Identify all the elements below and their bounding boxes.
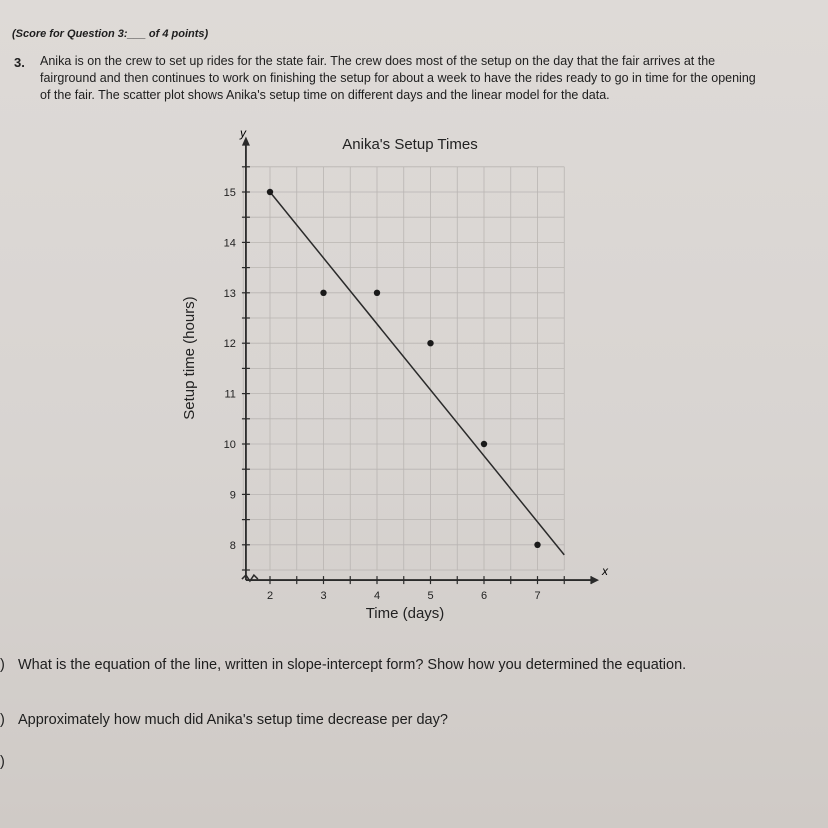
question-text: Anika is on the crew to set up rides for the state fair. The crew does most of the setup on the day that the fair arrives at the fairground and then continues to work on finishing the setup for about a week to have the rides ready to go in time for the opening of the fair. The scatter plot shows Anika's setup time on different days and the linear model for the data. <box>40 54 756 102</box>
subquestion-a <box>0 655 760 675</box>
linear-model <box>270 192 564 555</box>
subquestion-b-text: Approximately how much did Anika's setup time decrease per day? <box>18 712 448 728</box>
data-point <box>320 290 326 296</box>
x-tick-label: 7 <box>534 590 541 603</box>
score-label: (Score for Question 3:___ of 4 points) <box>12 28 209 40</box>
subquestion-a-text: What is the equation of the line, written in slope-intercept form? Show how you determined the equation. <box>18 657 687 673</box>
y-tick-label: 12 <box>223 338 236 351</box>
data-point <box>427 340 433 346</box>
y-tick-label: 10 <box>223 439 236 451</box>
data-point <box>534 542 540 548</box>
axes <box>242 137 599 585</box>
subquestion-a-marker: ) <box>0 657 5 673</box>
subquestion-c-marker: ) <box>0 754 5 770</box>
subquestion-b <box>0 710 760 730</box>
x-tick-label: 2 <box>266 590 274 603</box>
y-axis-title: Setup time (hours) <box>181 296 198 420</box>
y-tick-label: 14 <box>223 237 236 250</box>
subquestion-c <box>0 752 718 772</box>
x-axis-arrow <box>591 576 599 584</box>
trend-line <box>270 192 564 555</box>
x-tick-label: 3 <box>320 590 327 603</box>
subquestion-b-marker: ) <box>0 712 5 728</box>
y-tick-label: 9 <box>229 489 236 502</box>
data-point <box>267 189 273 195</box>
tick-labels <box>224 187 541 602</box>
x-tick-label: 6 <box>480 590 488 603</box>
data-point <box>374 290 380 296</box>
y-axis-letter: y <box>240 126 246 140</box>
y-tick-label: 15 <box>223 187 236 199</box>
x-tick-label: 5 <box>427 590 434 603</box>
chart-title: Anika's Setup Times <box>342 136 478 153</box>
grid <box>243 167 564 570</box>
x-tick-label: 4 <box>373 590 381 603</box>
y-tick-label: 8 <box>229 539 236 552</box>
y-tick-label: 13 <box>223 287 236 300</box>
data-point <box>481 441 487 447</box>
question-number: 3. <box>14 55 25 70</box>
y-tick-label: 11 <box>224 388 236 401</box>
x-axis-letter: x <box>602 564 608 578</box>
x-axis-title: Time (days) <box>365 605 445 622</box>
